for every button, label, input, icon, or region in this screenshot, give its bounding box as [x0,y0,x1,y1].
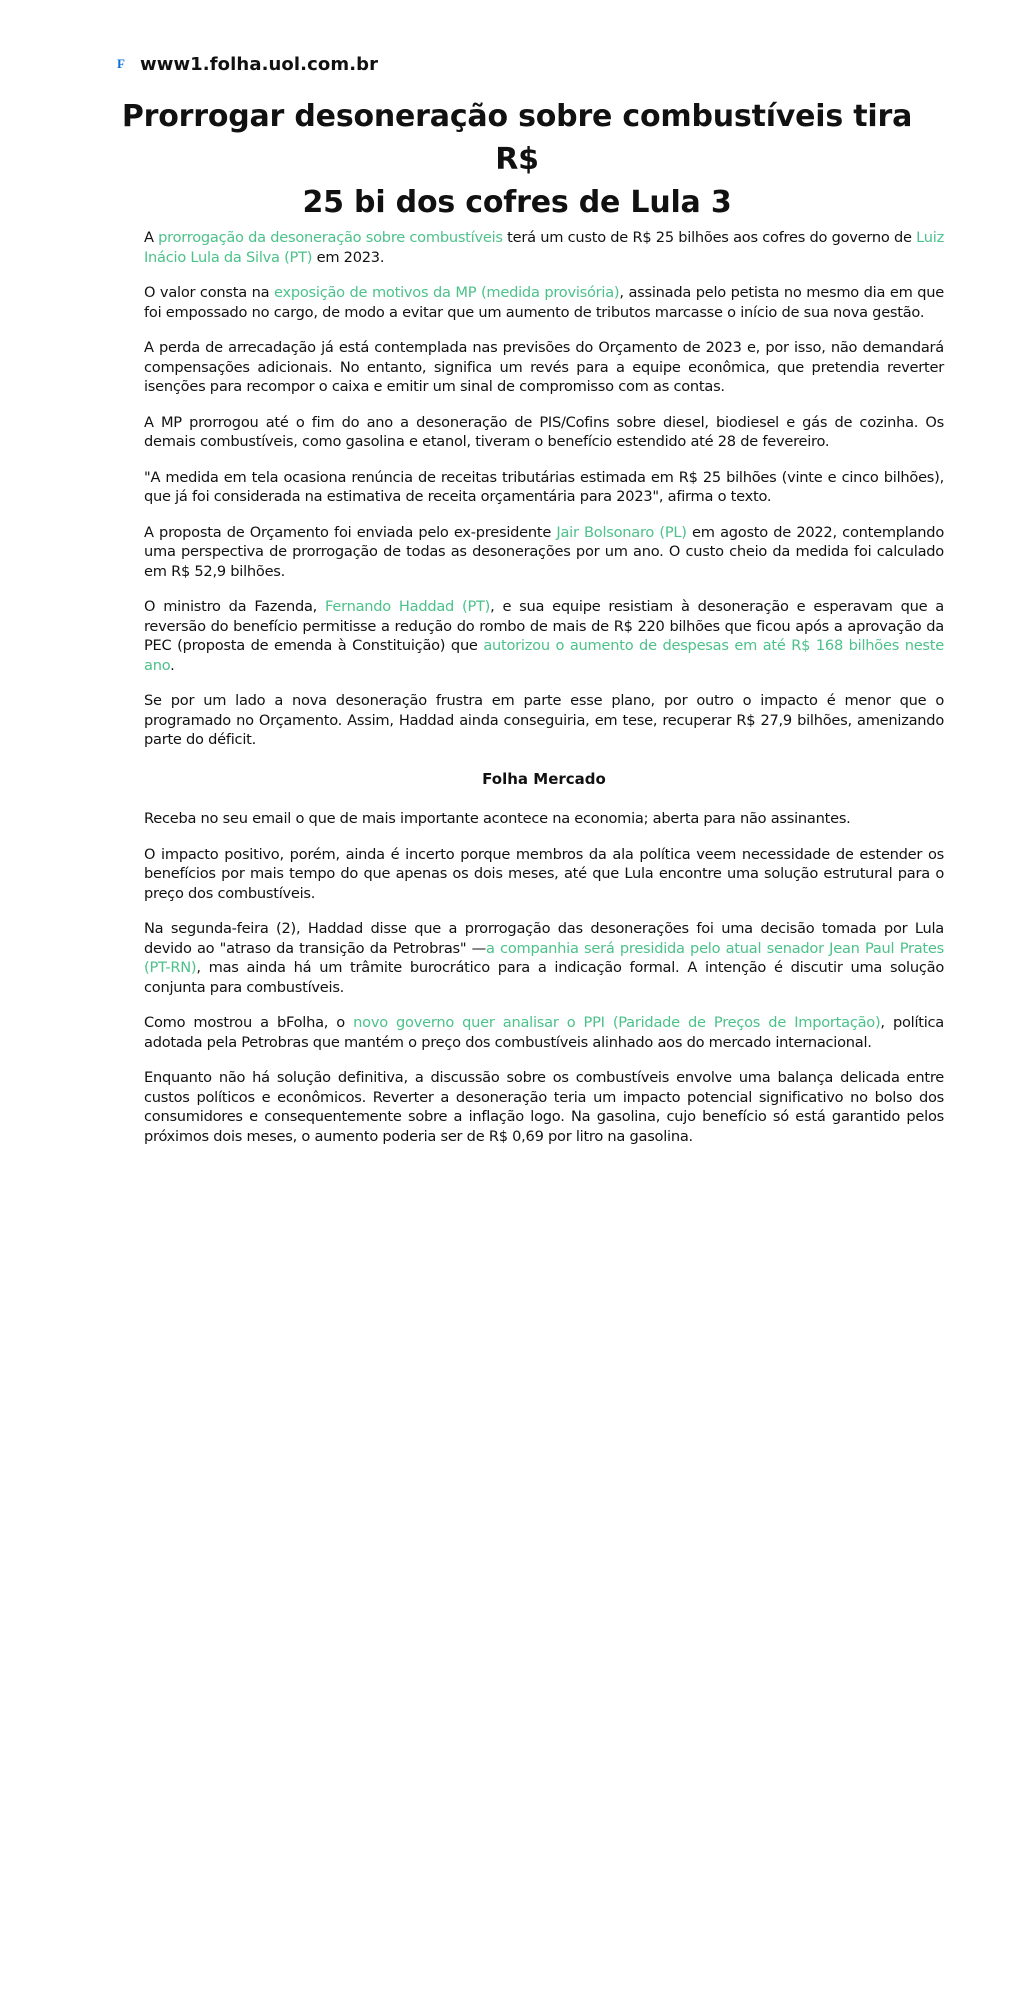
text-run: A [144,229,159,246]
article-headline-line-2: 25 bi dos cofres de Lula 3 [302,185,732,220]
paragraph-13: Enquanto não há solução definitiva, a discussão sobre os combustíveis envolve uma balança delicada entre custos políticos e econômicos. Reverter a desoneração teria um impacto potencial significativo no bolso dos consumidores e consequentemente sobre a inflação logo. Na gasolina, cujo benefício só está garantido pelos próximos dois meses, o aumento poderia ser de R$ 0,69 por litro na gasolina. [144,1069,944,1145]
article-headline-line-1: Prorrogar desoneração sobre combustíveis tira R$ [121,99,913,177]
text-run: . [170,656,175,674]
link-prorrogacao-desoneracao[interactable]: prorrogação da desoneração sobre combustíveis [158,229,503,246]
paragraph-8: Se por um lado a nova desoneração frustra em parte esse plano, por outro o impacto é menor que o programado no Orçamento. Assim, Haddad ainda conseguiria, em tese, recuperar R$ 27,9 bilhões, amenizando parte do déficit. [144,692,944,748]
paragraph-9: Receba no seu email o que de mais importante acontece na economia; aberta para não assinantes. [144,810,851,827]
text-run: Como mostrou a bFolha, o [144,1014,354,1031]
paragraph-3: A perda de arrecadação já está contemplada nas previsões do Orçamento de 2023 e, por isso, não demandará compensações adicionais. No entanto, significa um revés para a equipe econômica, que pretendia reverter isenções para recompor o caixa e emitir um sinal de compromisso com as contas. [144,339,944,395]
link-fernando-haddad[interactable]: Fernando Haddad (PT) [325,598,491,615]
paragraph-10: O impacto positivo, porém, ainda é incerto porque membros da ala política veem necessidade de estender os benefícios por mais tempo do que apenas os dois meses, até que Lula encontre uma solução estrutural para o preço dos combustíveis. [144,845,944,902]
paragraph-11 [144,919,944,997]
folha-favicon-icon: F [117,56,125,71]
text-run: terá um custo de R$ 25 bilhões aos cofres do governo de [502,229,917,246]
paragraph-6 [144,523,944,582]
paragraph-12 [144,1013,944,1052]
link-aumento-despesas[interactable]: autorizou o aumento de despesas em até R$ 168 bilhões neste ano [144,637,944,674]
article-headline [117,95,917,224]
link-lula[interactable]: Luiz Inácio Lula da Silva (PT) [144,229,944,266]
text-run: , assinada pelo petista no mesmo dia em que foi empossado no cargo, de modo a evitar que um aumento de tributos marcasse o início de sua nova gestão. [144,284,944,321]
text-run: em agosto de 2022, contemplando uma perspectiva de prorrogação de todas as desonerações por um ano. O custo cheio da medida foi calculado em R$ 52,9 bilhões. [144,523,944,580]
text-run: , política adotada pela Petrobras que mantém o preço dos combustíveis alinhado aos do mercado internacional. [144,1014,944,1051]
link-exposicao-motivos[interactable]: exposição de motivos da MP (medida provisória) [273,284,620,301]
text-run: , mas ainda há um trâmite burocrático para a indicação formal. A intenção é discutir uma solução conjunta para combustíveis. [144,959,944,996]
text-run: O valor consta na [144,284,274,301]
text-run: A proposta de Orçamento foi enviada pelo ex-presidente [144,523,557,541]
text-run: O ministro da Fazenda, [144,598,325,615]
paragraph-1 [144,228,944,267]
text-run: Na segunda-feira (2), Haddad disse que a prorrogação das desonerações foi uma decisão tomada por Lula devido ao "atraso da transição da Petrobras" — [144,920,944,957]
site-header [117,52,378,76]
link-jean-paul-prates[interactable]: a companhia será presidida pelo atual senador Jean Paul Prates (PT-RN) [144,939,944,976]
link-jair-bolsonaro[interactable]: Jair Bolsonaro (PL) [556,523,687,541]
site-domain: www1.folha.uol.com.br [140,53,379,75]
link-ppi-paridade[interactable]: novo governo quer analisar o PPI (Paridade de Preços de Importação) [353,1014,881,1031]
text-run: , e sua equipe resistiam à desoneração e esperavam que a reversão do benefício permitisse a redução do rombo de mais de R$ 220 bilhões que ficou após a aprovação da PEC (proposta de emenda à Constituição) que [144,598,944,654]
paragraph-4: A MP prorrogou até o fim do ano a desoneração de PIS/Cofins sobre diesel, biodiesel e gás de cozinha. Os demais combustíveis, como gasolina e etanol, tiveram o benefício estendido até 28 de fevereiro. [144,413,944,450]
text-run: em 2023. [312,248,385,266]
paragraph-5: "A medida em tela ocasiona renúncia de receitas tributárias estimada em R$ 25 bilhões (vinte e cinco bilhões), que já foi considerada na estimativa de receita orçamentária para 2023", afirma o texto. [144,468,944,505]
article-body [144,228,944,1162]
paragraph-2 [144,283,944,322]
paragraph-7 [144,597,944,675]
section-title-folha-mercado: Folha Mercado [482,769,606,788]
